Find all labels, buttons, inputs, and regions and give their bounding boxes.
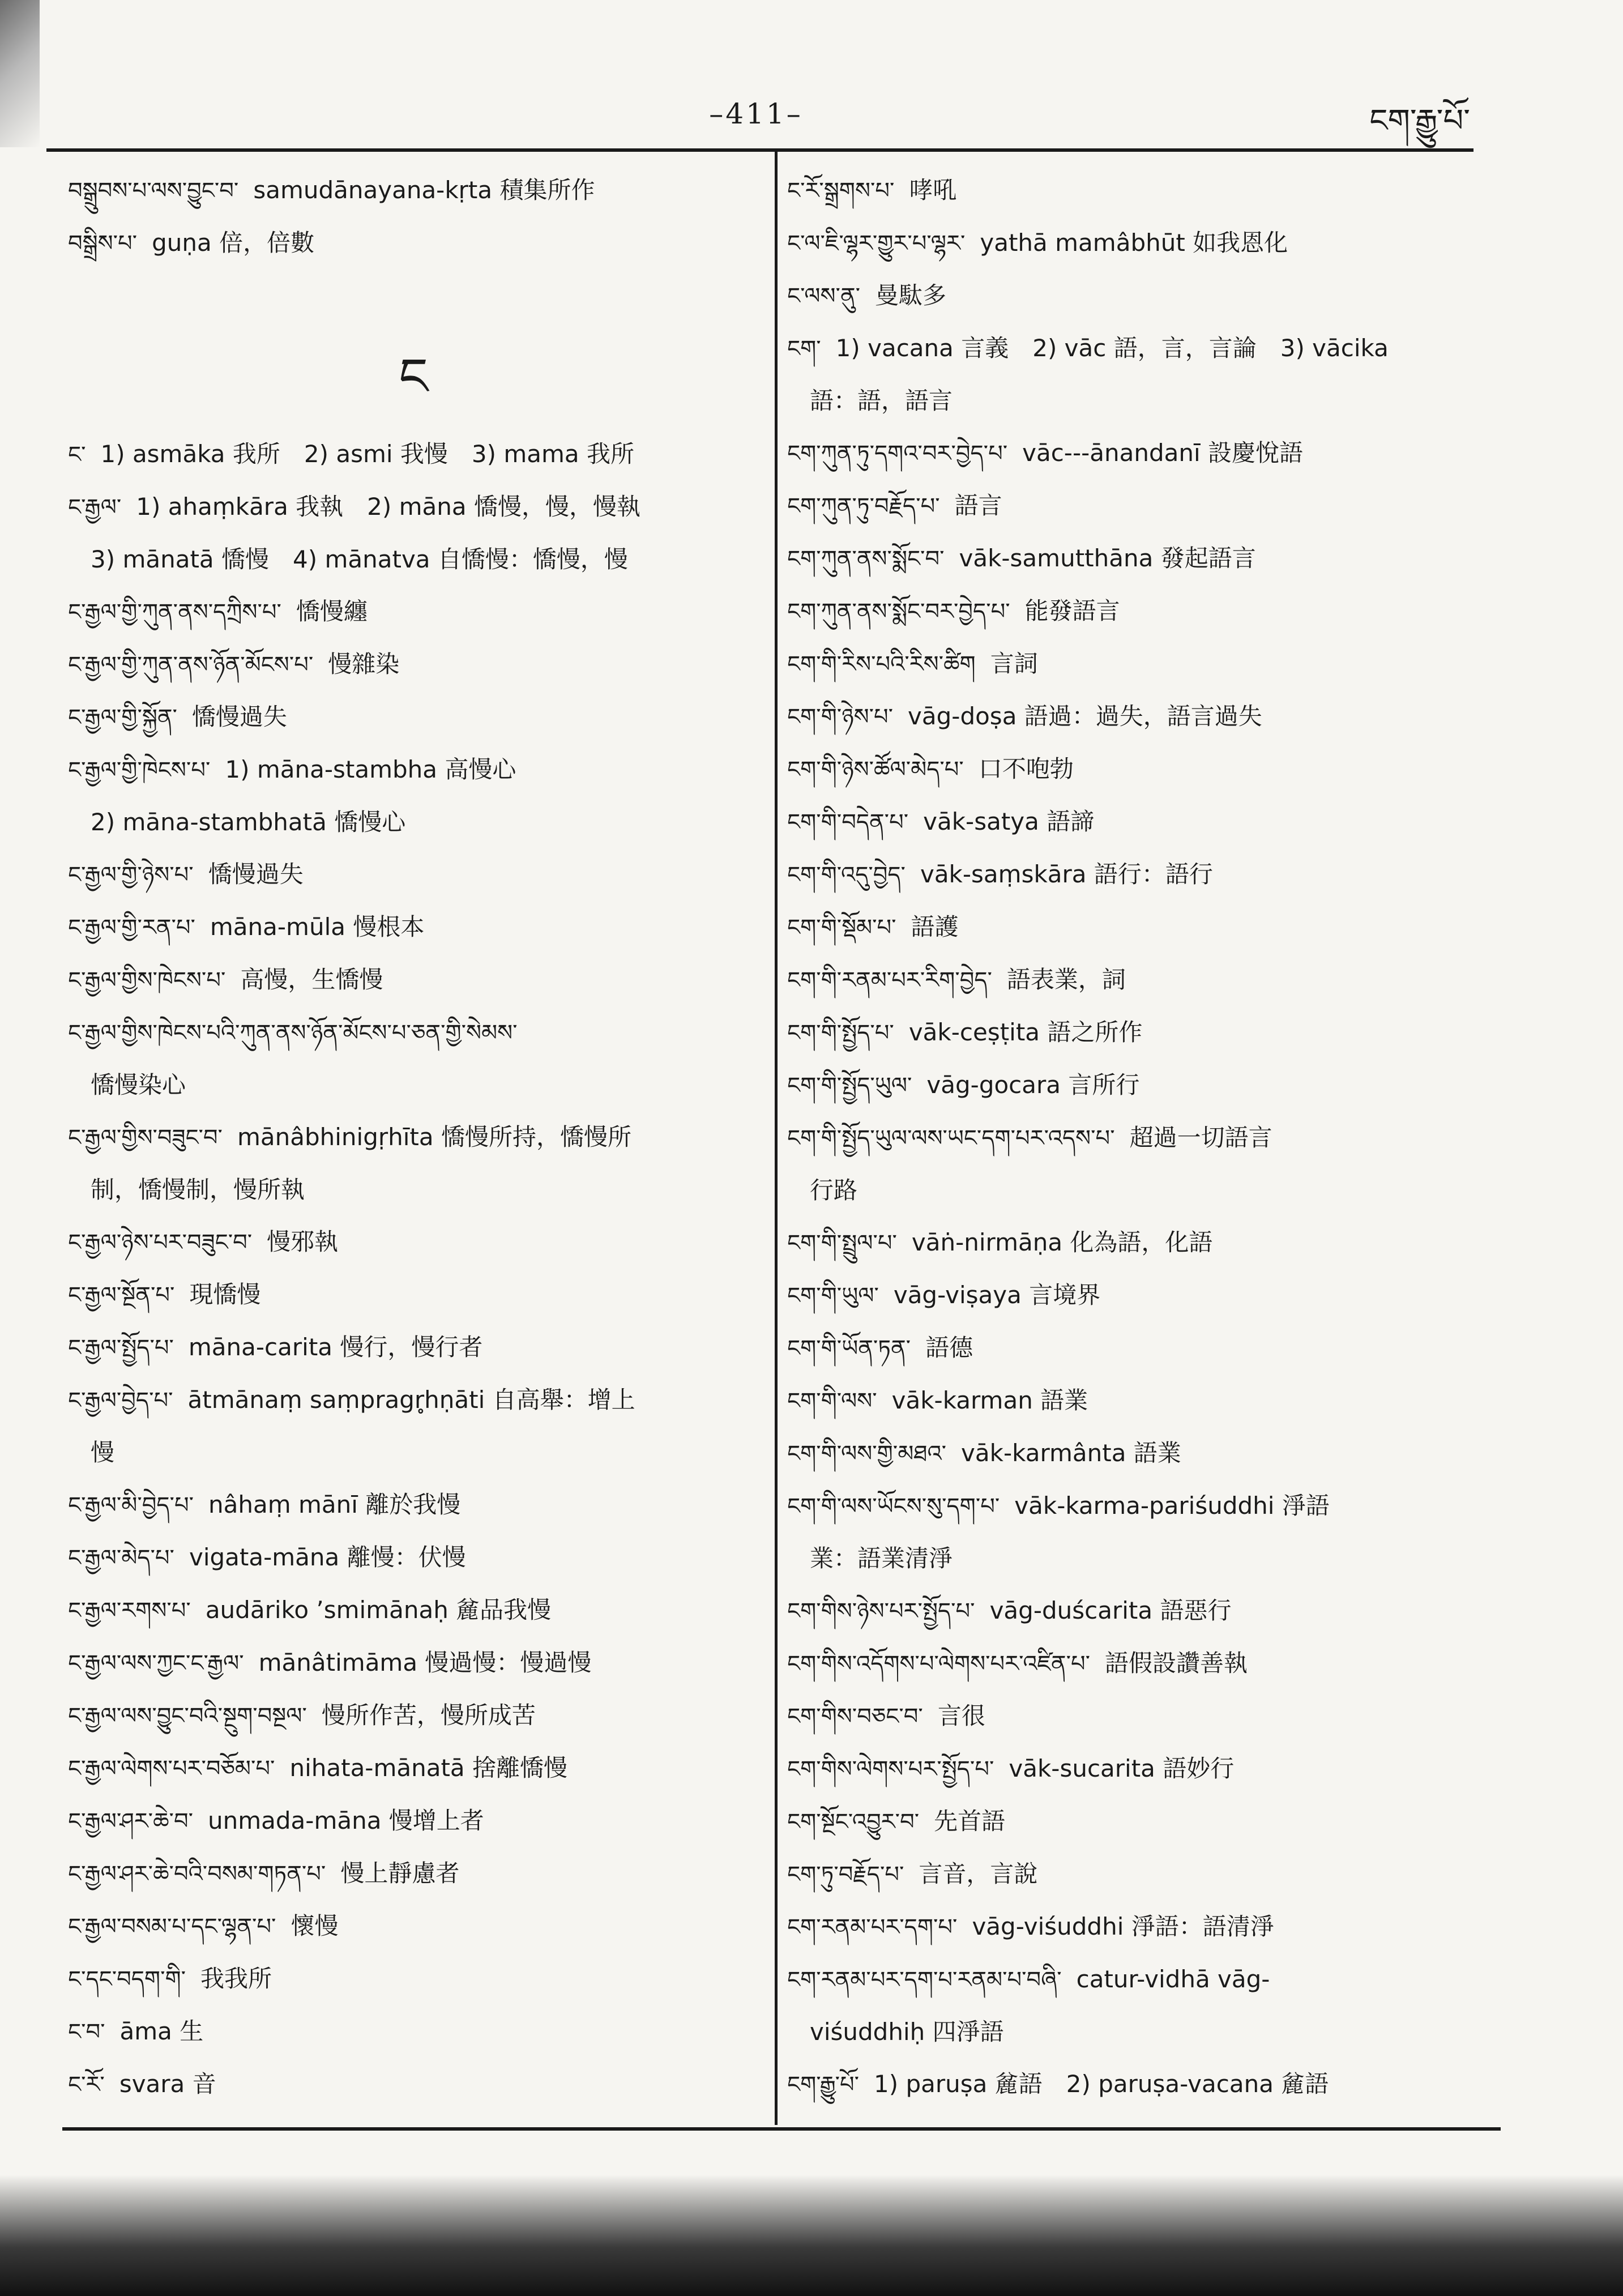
entry-gloss: 制，憍慢制，慢所執 bbox=[91, 1176, 305, 1204]
dictionary-entry bbox=[68, 2058, 759, 2111]
dictionary-entry bbox=[787, 1637, 1489, 1690]
tibetan-headword: ངག་ཏུ་བརྗོད་པ་ bbox=[787, 1862, 904, 1888]
entry-gloss: 憍慢過失 bbox=[208, 860, 304, 888]
tibetan-headword: ངག་ bbox=[787, 336, 821, 362]
section-letter-heading: ང bbox=[399, 347, 428, 407]
tibetan-headword: ངག་སྔོང་འབྱུར་བ་ bbox=[787, 1809, 920, 1835]
dictionary-entry bbox=[68, 1216, 759, 1269]
dictionary-entry bbox=[787, 1269, 1489, 1322]
entry-gloss: vāk-ceṣṭita 語之所作 bbox=[908, 1018, 1143, 1046]
entry-gloss: 語德 bbox=[925, 1334, 973, 1362]
dictionary-entry bbox=[68, 901, 759, 954]
tibetan-headword: ང་རྒྱལ་ལས་བྱུང་བའི་སྔུག་བསྔལ་ bbox=[68, 1703, 307, 1729]
tibetan-headword: ང་རྒྱལ་གྱིས་བཟུང་བ་ bbox=[68, 1125, 223, 1151]
dictionary-entry bbox=[787, 1848, 1489, 1901]
dictionary-entry bbox=[68, 1374, 759, 1427]
entry-gloss: svara 音 bbox=[119, 2070, 216, 2098]
entry-gloss: 行路 bbox=[810, 1176, 858, 1204]
dictionary-entry bbox=[68, 428, 759, 481]
entry-gloss: 1) paruṣa 麄語 2) paruṣa-vacana 麄語 bbox=[874, 2070, 1329, 2098]
dictionary-entry bbox=[68, 1637, 759, 1689]
entry-gloss: 慢 bbox=[91, 1439, 115, 1466]
dictionary-entry bbox=[787, 532, 1489, 585]
entry-continuation bbox=[68, 534, 759, 586]
tibetan-headword: ང་རྒྱལ་བསམ་པ་དང་ལྷན་པ་ bbox=[68, 1914, 276, 1940]
tibetan-headword: ང་རྒྱལ་ལས་ཀྱང་ང་རྒྱལ་ bbox=[68, 1650, 244, 1676]
dictionary-entry bbox=[787, 1901, 1489, 1953]
tibetan-headword: ངག་གི་ལས་གྱི་མཐའ་ bbox=[787, 1441, 947, 1467]
entry-gloss: vāg-viṣaya 言境界 bbox=[893, 1281, 1101, 1309]
tibetan-headword: ངག་གི་ལས་ཡོངས་སུ་དག་པ་ bbox=[787, 1493, 1000, 1520]
dictionary-entry bbox=[68, 638, 759, 691]
tibetan-headword: ངག་ཀུན་ཏུ་དགའ་བར་བྱེད་པ་ bbox=[787, 441, 1008, 467]
entry-gloss: unmada-māna 慢增上者 bbox=[208, 1807, 484, 1834]
tibetan-headword: ང་ bbox=[68, 442, 86, 468]
entry-gloss: 語護 bbox=[911, 913, 959, 941]
dictionary-entry bbox=[787, 796, 1489, 848]
entry-gloss: 言很 bbox=[937, 1702, 985, 1730]
entry-gloss: 憍慢纏 bbox=[296, 598, 368, 625]
dictionary-entry bbox=[787, 427, 1489, 480]
entry-gloss: 憍慢染心 bbox=[91, 1071, 186, 1099]
entry-gloss: 慢邪執 bbox=[267, 1228, 339, 1256]
dictionary-entry bbox=[68, 2005, 759, 2058]
tibetan-headword: ང་རྒྱལ་གྱིས་ཁེངས་པའི་ཀུན་ནས་ཉོན་མོངས་པ་ཅན་གྱི་སེམས་ bbox=[68, 1020, 518, 1046]
entry-gloss: vāk-karmânta 語業 bbox=[961, 1439, 1181, 1467]
tibetan-headword: ངག་རྒྱུ་པོ་ bbox=[787, 2072, 860, 2098]
entry-gloss: māna-carita 慢行，慢行者 bbox=[188, 1333, 483, 1361]
dictionary-entry bbox=[787, 901, 1489, 954]
entry-gloss: āma 生 bbox=[119, 2017, 204, 2045]
entry-gloss: 1) asmāka 我所 2) asmi 我慢 3) mama 我所 bbox=[100, 440, 635, 468]
dictionary-entry bbox=[68, 1795, 759, 1847]
dictionary-entry bbox=[68, 1531, 759, 1584]
entry-gloss: 現憍慢 bbox=[189, 1281, 261, 1308]
dictionary-entry bbox=[68, 744, 759, 796]
entry-gloss: 我我所 bbox=[200, 1965, 272, 1992]
entry-gloss: vāc---ānandanī 設慶悅語 bbox=[1022, 439, 1304, 467]
tibetan-headword: ངག་གི་ཉེས་པ་ bbox=[787, 704, 894, 730]
tibetan-headword: ང་དང་བདག་གི་ bbox=[68, 1966, 186, 1992]
left-top-entries bbox=[68, 164, 759, 270]
entry-continuation bbox=[68, 1059, 759, 1111]
scan-bottom-shadow bbox=[0, 2175, 1623, 2296]
right-entries bbox=[787, 164, 1489, 2111]
dictionary-entry bbox=[787, 690, 1489, 743]
running-head: ངག་རྒྱུ་པོ་ bbox=[1369, 103, 1470, 139]
tibetan-headword: ང་རྒྱལ་བྱེད་པ་ bbox=[68, 1388, 173, 1414]
tibetan-headword: ངག་གིས་ལེགས་པར་སྤྱོད་པ་ bbox=[787, 1756, 994, 1782]
tibetan-headword: ངག་གི་སྤྲུལ་པ་ bbox=[787, 1230, 897, 1256]
dictionary-entry bbox=[787, 1322, 1489, 1375]
dictionary-entry bbox=[68, 1689, 759, 1742]
tibetan-headword: ངག་གི་རིས་པའི་རིས་ཚིག bbox=[787, 651, 976, 677]
tibetan-headword: ང་རྒྱལ་རགས་པ་ bbox=[68, 1598, 191, 1624]
dictionary-entry bbox=[68, 586, 759, 638]
dictionary-entry bbox=[787, 1743, 1489, 1795]
entry-gloss: 曼駄多 bbox=[875, 281, 947, 309]
dictionary-entry bbox=[68, 1584, 759, 1637]
tibetan-headword: ངག་རནམ་པར་དག་པ་རནམ་པ་བཞི་ bbox=[787, 1967, 1062, 1993]
tibetan-headword: ང་རྒྱལ་གྱི་ཀུན་ནས་ཉོན་མོངས་པ་ bbox=[68, 652, 314, 678]
dictionary-entry bbox=[787, 743, 1489, 796]
entry-gloss: audāriko ’smimānaḥ 麄品我慢 bbox=[205, 1596, 552, 1624]
entry-gloss: 慢雜染 bbox=[328, 650, 400, 678]
tibetan-headword: ང་བ་ bbox=[68, 2019, 105, 2045]
tibetan-headword: ང་རྒྱལ་ལེགས་པར་བཅོམ་པ་ bbox=[68, 1756, 275, 1782]
entry-continuation bbox=[787, 1533, 1489, 1585]
entry-gloss: 1) ahaṃkāra 我執 2) māna 憍慢，慢，慢執 bbox=[136, 493, 640, 520]
entry-gloss: 高慢，生憍慢 bbox=[240, 966, 383, 993]
dictionary-entry bbox=[68, 217, 759, 270]
entry-gloss: 語：語，語言 bbox=[810, 387, 953, 415]
entry-gloss: 1) vacana 言義 2) vāc 語，言，言論 3) vācika bbox=[835, 334, 1389, 362]
tibetan-headword: ང་རྒྱལ་གྱིས་ཁེངས་པ་ bbox=[68, 967, 226, 993]
entry-continuation bbox=[787, 375, 1489, 427]
tibetan-headword: ང་རྒྱལ་མེད་པ་ bbox=[68, 1545, 174, 1571]
dictionary-entry bbox=[787, 1953, 1489, 2006]
tibetan-headword: ང་རྒྱལ་གྱི་སྐྱོན་ bbox=[68, 705, 177, 731]
entry-gloss: 懷慢 bbox=[291, 1912, 339, 1940]
dictionary-entry bbox=[68, 1847, 759, 1900]
entry-gloss: ātmānaṃ saṃpragr̥hṇāti 自高舉：增上 bbox=[187, 1386, 635, 1414]
dictionary-entry bbox=[787, 2058, 1489, 2111]
entry-gloss: vāg-doṣa 語過：過失，語言過失 bbox=[908, 702, 1262, 730]
entry-gloss: 語假設讚善執 bbox=[1105, 1649, 1248, 1677]
entry-gloss: vāṅ-nirmāṇa 化為語，化語 bbox=[911, 1228, 1213, 1256]
dictionary-entry bbox=[68, 1269, 759, 1321]
dictionary-entry bbox=[68, 1479, 759, 1531]
tibetan-headword: ང་རོ་སྒྲགས་པ་ bbox=[787, 178, 895, 204]
dictionary-entry bbox=[68, 1111, 759, 1164]
dictionary-entry bbox=[787, 1059, 1489, 1112]
dictionary-entry bbox=[787, 1585, 1489, 1637]
tibetan-headword: ངག་གིས་འདོགས་པ་ལེགས་པར་འཛིན་པ་ bbox=[787, 1651, 1091, 1677]
tibetan-headword: ང་རྒྱལ་མི་བྱེད་པ་ bbox=[68, 1492, 194, 1518]
entry-gloss: 1) māna-stambha 高慢心 bbox=[225, 756, 516, 783]
tibetan-headword: ངག་གི་འདུ་བྱེད་ bbox=[787, 862, 906, 888]
tibetan-headword: ངག་གིས་ཉེས་པར་སྤྱོད་པ་ bbox=[787, 1598, 975, 1624]
entry-gloss: samudānayana-kṛta 積集所作 bbox=[253, 176, 595, 204]
entry-gloss: 超過一切語言 bbox=[1129, 1124, 1272, 1151]
tibetan-headword: ངག་གི་སྤྱོད་པ་ bbox=[787, 1020, 894, 1046]
entry-gloss: 語言 bbox=[954, 492, 1002, 519]
tibetan-headword: ངག་གི་ལས་ bbox=[787, 1388, 877, 1414]
dictionary-entry bbox=[68, 481, 759, 534]
tibetan-headword: ངག་གི་སྤྱོད་ཡུལ་ bbox=[787, 1073, 912, 1099]
dictionary-entry bbox=[787, 164, 1489, 217]
tibetan-headword: ངག་གི་ཡུལ་ bbox=[787, 1283, 879, 1309]
dictionary-entry bbox=[787, 1217, 1489, 1269]
entry-gloss: 語表業，詞 bbox=[1006, 966, 1126, 993]
tibetan-headword: ང་ལ་ཇི་ལྷར་གྱུར་པ་ལྷར་ bbox=[787, 231, 966, 257]
tibetan-headword: ང་རྒྱལ་སྤྱོད་པ་ bbox=[68, 1335, 174, 1361]
dictionary-entry bbox=[787, 1006, 1489, 1059]
tibetan-headword: ངག་གི་ཉེས་ཚོལ་མེད་པ་ bbox=[787, 757, 964, 783]
entry-gloss: yathā mamâbhūt 如我恩化 bbox=[980, 229, 1288, 257]
dictionary-entry bbox=[68, 1953, 759, 2005]
tibetan-headword: ང་རྒྱལ་ཉེས་པར་བཟུང་བ་ bbox=[68, 1230, 253, 1256]
tibetan-headword: ང་རྒྱལ་གྱི་ཉེས་པ་ bbox=[68, 862, 194, 888]
dictionary-entry bbox=[787, 1375, 1489, 1427]
tibetan-headword: ངག་གི་རནམ་པར་རིག་བྱེད་ bbox=[787, 967, 992, 993]
tibetan-headword: ངག་གིས་བཅང་བ་ bbox=[787, 1704, 923, 1730]
column-divider bbox=[775, 152, 778, 2125]
entry-gloss: guṇa 倍，倍數 bbox=[152, 229, 315, 257]
dictionary-entry bbox=[787, 848, 1489, 901]
entry-gloss: 憍慢過失 bbox=[191, 703, 287, 731]
dictionary-entry bbox=[787, 322, 1489, 375]
right-column bbox=[787, 164, 1489, 2111]
entry-gloss: vāk-satya 語諦 bbox=[923, 808, 1095, 835]
entry-gloss: catur-vidhā vāg- bbox=[1076, 1965, 1270, 1993]
tibetan-headword: ངག་ཀུན་ནས་སྨོང་བར་བྱེད་པ་ bbox=[787, 599, 1010, 625]
dictionary-entry bbox=[787, 270, 1489, 322]
entry-gloss: 口不咆勃 bbox=[978, 755, 1074, 783]
dictionary-entry bbox=[787, 480, 1489, 532]
entry-continuation bbox=[68, 796, 759, 848]
bottom-rule bbox=[62, 2127, 1501, 2131]
dictionary-entry bbox=[787, 1795, 1489, 1848]
tibetan-headword: བསྒྲིས་པ་ bbox=[68, 231, 138, 257]
entry-gloss: vāk-samutthāna 發起語言 bbox=[959, 544, 1256, 572]
dictionary-entry bbox=[68, 1742, 759, 1795]
entry-continuation bbox=[68, 1164, 759, 1216]
entry-gloss: 慢所作苦，慢所成苦 bbox=[321, 1701, 536, 1729]
entry-gloss: vāk-sucarita 語妙行 bbox=[1009, 1755, 1235, 1782]
page-number: –411– bbox=[709, 97, 803, 130]
tibetan-headword: ངག་རནམ་པར་དག་པ་ bbox=[787, 1914, 958, 1940]
entry-gloss: 言詞 bbox=[990, 650, 1038, 677]
dictionary-entry bbox=[68, 1900, 759, 1953]
tibetan-headword: ངག་ཀུན་ཏུ་བརྗོད་པ་ bbox=[787, 493, 940, 519]
entry-gloss: 慢上靜慮者 bbox=[340, 1859, 460, 1887]
tibetan-headword: ང་ལས་ནུ་ bbox=[787, 283, 860, 309]
entry-gloss: vāk-saṃskāra 語行：語行 bbox=[920, 860, 1213, 888]
dictionary-entry bbox=[787, 585, 1489, 638]
tibetan-headword: ང་རྒྱལ་གྱི་ཀུན་ནས་དཀྲིས་པ་ bbox=[68, 599, 281, 625]
tibetan-headword: ང་རྒྱལ་ཤར་ཆེ་བ་ bbox=[68, 1808, 193, 1834]
dictionary-entry bbox=[68, 1006, 759, 1059]
entry-continuation bbox=[68, 1427, 759, 1479]
entry-gloss: vāk-karma-pariśuddhi 淨語 bbox=[1014, 1492, 1330, 1520]
entry-gloss: 言音，言說 bbox=[919, 1860, 1038, 1888]
entry-gloss: vāk-karman 語業 bbox=[891, 1386, 1088, 1414]
dictionary-entry bbox=[787, 1690, 1489, 1743]
dictionary-entry bbox=[68, 848, 759, 901]
entry-gloss: māna-mūla 慢根本 bbox=[210, 913, 425, 941]
tibetan-headword: ང་རོ་ bbox=[68, 2072, 105, 2098]
tibetan-headword: ངག་ཀུན་ནས་སྨོང་བ་ bbox=[787, 546, 945, 572]
scan-edge-shadow bbox=[0, 0, 40, 147]
tibetan-headword: ང་རྒྱལ་ bbox=[68, 494, 122, 520]
tibetan-headword: ང་རྒྱལ་ཤར་ཆེ་བའི་བསམ་གཏན་པ་ bbox=[68, 1861, 326, 1887]
dictionary-entry bbox=[68, 1321, 759, 1374]
dictionary-entry bbox=[68, 164, 759, 217]
entry-gloss: vāg-duścarita 語惡行 bbox=[989, 1597, 1232, 1624]
left-column bbox=[68, 164, 759, 2111]
tibetan-headword: ང་རྒྱལ་སྔོན་པ་ bbox=[68, 1282, 175, 1308]
entry-continuation bbox=[787, 2006, 1489, 2058]
entry-gloss: 2) māna-stambhatā 憍慢心 bbox=[91, 808, 406, 836]
dictionary-entry bbox=[787, 1480, 1489, 1533]
entry-gloss: mānâtimāma 慢過慢：慢過慢 bbox=[258, 1649, 592, 1676]
tibetan-headword: ངག་གི་བདེན་པ་ bbox=[787, 809, 909, 835]
entry-gloss: nihata-mānatā 捨離憍慢 bbox=[289, 1754, 568, 1782]
entry-gloss: 3) mānatā 憍慢 4) mānatva 自憍慢：憍慢，慢 bbox=[91, 545, 628, 573]
entry-gloss: 先首語 bbox=[934, 1807, 1006, 1835]
entry-gloss: vāg-gocara 言所行 bbox=[926, 1071, 1140, 1099]
entry-gloss: 哮吼 bbox=[909, 176, 957, 204]
dictionary-entry bbox=[68, 954, 759, 1006]
dictionary-entry bbox=[68, 691, 759, 744]
tibetan-headword: ངག་གི་སྤྱོད་ཡུལ་ལས་ཡང་དག་པར་འདས་པ་ bbox=[787, 1125, 1115, 1151]
tibetan-headword: ང་རྒྱལ་གྱི་རན་པ་ bbox=[68, 915, 195, 941]
tibetan-headword: བསྒྲུབས་པ་ལས་བྱུང་བ་ bbox=[68, 178, 239, 204]
entry-continuation bbox=[787, 1164, 1489, 1217]
entry-gloss: mānâbhinigṛhīta 憍慢所持，憍慢所 bbox=[237, 1123, 631, 1151]
entry-gloss: viśuddhiḥ 四淨語 bbox=[810, 2018, 1004, 2046]
entry-gloss: 業：語業清淨 bbox=[810, 1544, 953, 1572]
dictionary-entry bbox=[787, 954, 1489, 1006]
dictionary-entry bbox=[787, 1112, 1489, 1164]
dictionary-entry bbox=[787, 638, 1489, 690]
dictionary-entry bbox=[787, 1427, 1489, 1480]
entry-gloss: vāg-viśuddhi 淨語：語清淨 bbox=[972, 1913, 1274, 1940]
tibetan-headword: ངག་གི་སྡོམ་པ་ bbox=[787, 915, 896, 941]
entry-gloss: nâhaṃ mānī 離於我慢 bbox=[208, 1491, 461, 1518]
dictionary-entry bbox=[787, 217, 1489, 270]
top-rule bbox=[46, 148, 1473, 152]
entry-gloss: 能發語言 bbox=[1024, 597, 1120, 625]
entry-gloss: vigata-māna 離慢：伏慢 bbox=[189, 1543, 466, 1571]
tibetan-headword: ངག་གི་ཡོན་ཏན་ bbox=[787, 1335, 911, 1362]
tibetan-headword: ང་རྒྱལ་གྱི་ཁེངས་པ་ bbox=[68, 757, 211, 783]
left-entries bbox=[68, 428, 759, 2111]
